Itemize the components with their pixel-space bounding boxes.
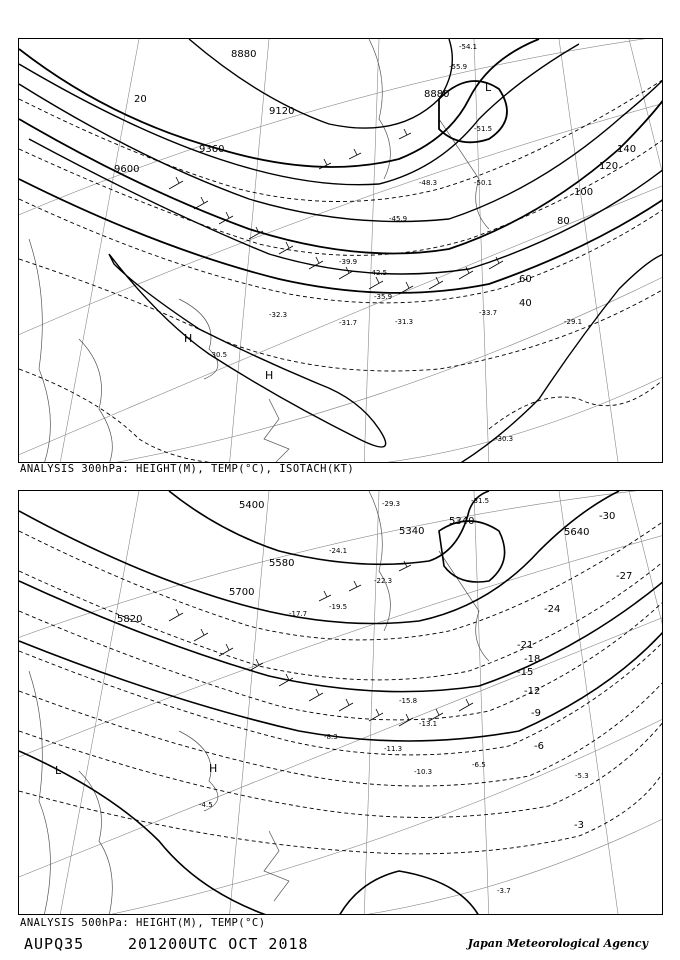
temperature-label: -22.3 [374, 577, 393, 585]
temperature-label: -17.7 [289, 610, 308, 618]
isotherm-label: -18 [524, 654, 541, 665]
height-label: 5580 [269, 558, 295, 569]
pressure-centers [55, 762, 217, 777]
temperature-label: -30.5 [209, 351, 228, 359]
coastlines [29, 39, 489, 463]
temperature-label: -55.9 [449, 63, 468, 71]
isotherm-label: -3 [574, 820, 584, 831]
height-label: 9120 [269, 106, 295, 117]
temperature-label: -11.3 [384, 745, 403, 753]
isotach-label: 40 [519, 298, 532, 309]
panel-caption-500hpa: ANALYSIS 500hPa: HEIGHT(M), TEMP(°C) [20, 917, 266, 929]
temperature-label: -5.3 [575, 772, 589, 780]
chart-identifier: AUPQ35 [24, 935, 85, 953]
isotach-label: 120 [599, 161, 619, 172]
height-label: 5400 [239, 500, 265, 511]
temperature-label: -24.1 [329, 547, 348, 555]
high-center: H [184, 332, 193, 345]
temperature-label: -31.3 [395, 318, 414, 326]
temperature-label: -42.5 [369, 269, 388, 277]
high-center: H [265, 369, 274, 382]
isotherm-label: -30 [599, 511, 616, 522]
temperature-label: -39.9 [339, 258, 358, 266]
map-500hpa-svg [19, 491, 663, 915]
high-center: H [209, 762, 218, 775]
isotach-label: 60 [519, 274, 532, 285]
temperature-label: -29.3 [382, 500, 401, 508]
low-center: L [485, 81, 492, 94]
isotach-label: 100 [574, 187, 594, 198]
height-label: 5820 [117, 614, 143, 625]
low-center: L [55, 764, 62, 777]
height-label: 5340 [399, 526, 425, 537]
temperature-label: -4.5 [199, 801, 213, 809]
height-labels [114, 49, 449, 175]
isotherm-label: -15 [517, 667, 534, 678]
height-label: 9360 [199, 144, 225, 155]
temperature-label: -45.9 [389, 215, 408, 223]
isotherm-label: -12 [524, 686, 541, 697]
isotherm-label: -27 [616, 571, 633, 582]
map-300hpa-svg [19, 39, 663, 463]
issue-time: 201200UTC OCT 2018 [128, 935, 309, 953]
height-label: 5340 [449, 516, 475, 527]
temperature-label: -50.1 [474, 179, 493, 187]
temperature-label: -54.1 [459, 43, 478, 51]
temperature-label: -30.3 [495, 435, 514, 443]
temperature-label: -51.5 [474, 125, 493, 133]
isotherm-label: -6 [534, 741, 544, 752]
temperature-label: -13.1 [419, 720, 438, 728]
temperature-label: -35.9 [374, 293, 393, 301]
temperature-isotherms [19, 79, 663, 463]
temperature-label: -31.7 [339, 319, 358, 327]
temperature-label: -48.3 [419, 179, 438, 187]
height-label: 9600 [114, 164, 140, 175]
isotach-label: 20 [134, 94, 147, 105]
lat-lon-grid [19, 39, 663, 463]
temperature-label: -3.7 [497, 887, 511, 895]
height-label: 8880 [424, 89, 450, 100]
height-label: 5640 [564, 527, 590, 538]
temperature-label: -6.5 [472, 761, 486, 769]
panel-caption-300hpa: ANALYSIS 300hPa: HEIGHT(M), TEMP(°C), ISOTACH(KT) [20, 463, 355, 475]
agency-name: Japan Meteorological Agency [467, 937, 648, 950]
height-label: 5700 [229, 587, 255, 598]
wind-barbs [169, 561, 473, 726]
temperature-isoline-labels [517, 511, 632, 831]
temperature-label: -32.3 [269, 311, 288, 319]
isotach-label: 140 [617, 144, 637, 155]
isotherm-label: -24 [544, 604, 561, 615]
temperature-label: -8.3 [324, 733, 338, 741]
isotherm-label: -9 [531, 708, 541, 719]
temperature-label: -19.5 [329, 603, 348, 611]
temperature-label: -29.1 [564, 318, 583, 326]
temperature-labels [209, 43, 582, 443]
analysis-300hpa-map [18, 38, 663, 463]
height-label: 8880 [231, 49, 257, 60]
analysis-500hpa-map [18, 490, 663, 915]
isotach-label: 80 [557, 216, 570, 227]
isotherm-label: -21 [517, 640, 534, 651]
coastlines [29, 491, 489, 915]
temperature-label: -33.7 [479, 309, 498, 317]
temperature-label: -31.5 [471, 497, 490, 505]
temperature-label: -15.8 [399, 697, 418, 705]
temperature-label: -10.3 [414, 768, 433, 776]
